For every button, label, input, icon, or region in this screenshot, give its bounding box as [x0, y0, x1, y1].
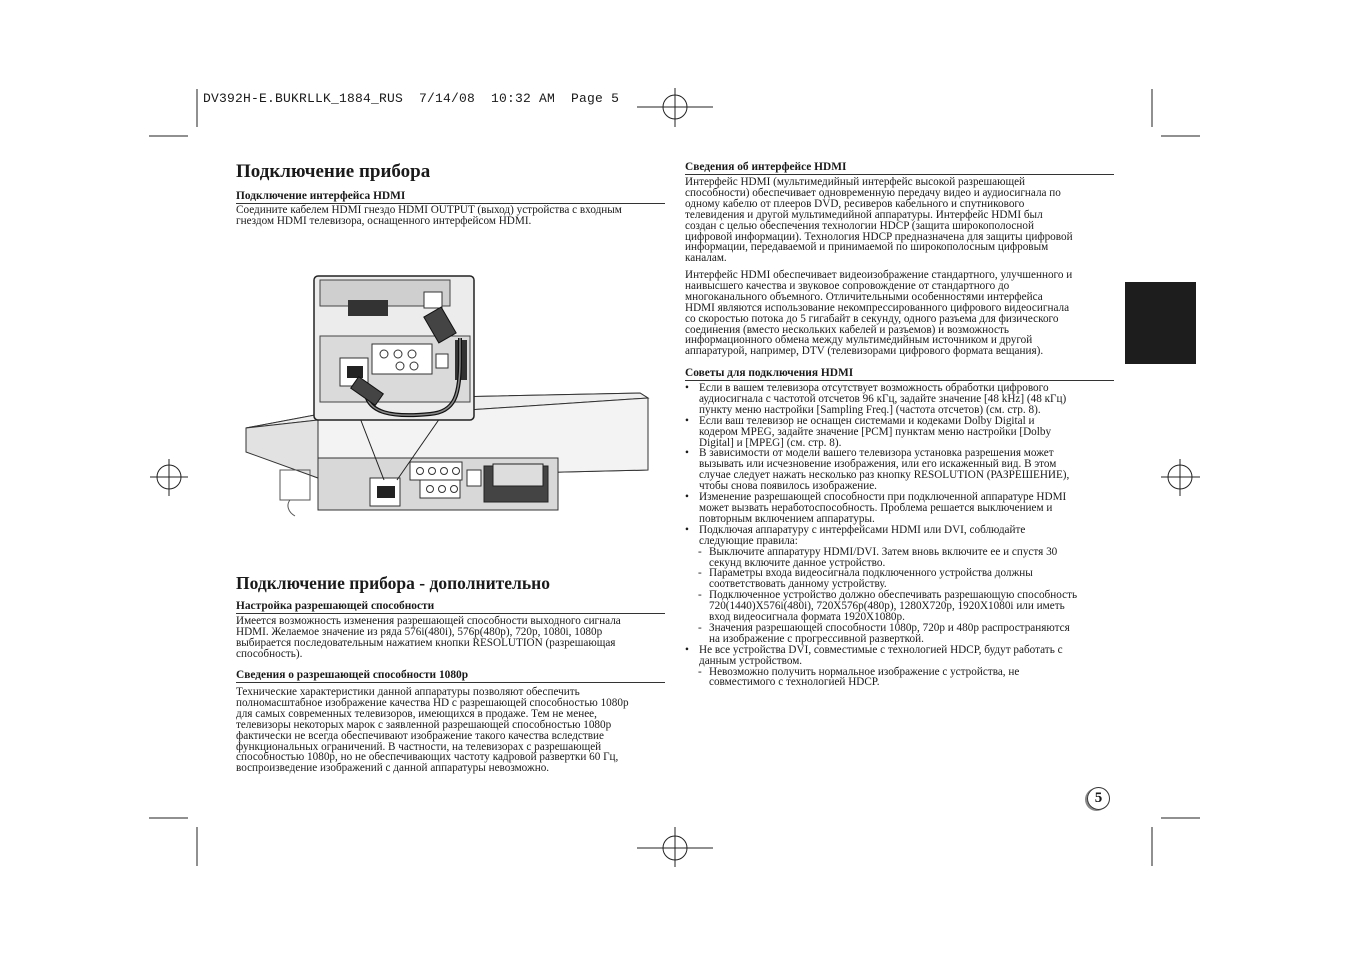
- text-line: • В зависимости от модели вашего телевизора установка разрешения может: [699, 447, 1054, 460]
- text-line: многоканального объемного. Отличительными особенностями интерфейса: [685, 290, 1043, 303]
- text-line: телевидения и другой мультимедийной аппаратуры. Интерфейс HDMI был: [685, 208, 1043, 221]
- text-line: - Подключенное устройство должно обеспечивать разрешающую способность: [709, 589, 1078, 602]
- hdmi-about-p1: [685, 177, 1073, 264]
- text-line: - Значения разрешающей способности 1080p, 720p и 480p распространяются: [709, 621, 1070, 634]
- text-line: данным устройством.: [699, 654, 803, 667]
- text-line: • Если в вашем телевизора отсутствует возможность обработки цифрового: [699, 382, 1049, 394]
- text-line: • Не все устройства DVI, совместимые с технологией HDCP, будут работать с: [699, 643, 1063, 656]
- print-slug: DV392H-E.BUKRLLK_1884_RUS 7/14/08 10:32 AM Page 5: [203, 91, 620, 106]
- text-line: HDMI. Желаемое значение из ряда 576i(480i), 576p(480p), 720p, 1080i, 1080p: [236, 625, 603, 638]
- text-line: Технические характеристики данной аппаратуры позволяют обеспечить: [236, 686, 580, 698]
- text-line: повторным включением аппаратуры.: [699, 512, 875, 525]
- text-line: телевизоры некоторых марок с заявленной разрешающей способностью 1080p: [236, 718, 612, 731]
- registration-mark-right: [1161, 459, 1200, 496]
- resolution-text: [236, 616, 621, 660]
- text-line: фактически не всегда обеспечивают изображение такого качества вследствие: [236, 729, 604, 742]
- text-line: чтобы снова появилось изображение.: [699, 480, 877, 493]
- hdmi-connection-text: [236, 205, 622, 227]
- text-line: соответствовать данному устройству.: [709, 578, 887, 591]
- text-line: вызывать или исчезновение изображения, или его искаженный вид. В этом: [699, 458, 1057, 471]
- hdmi-connection-heading: Подключение интерфейса HDMI: [236, 190, 665, 204]
- tip-subitem: [685, 568, 1125, 590]
- tip-item: [685, 448, 1125, 492]
- text-line: информации, передаваемой и принимаемой по широкополосным цифровым: [685, 241, 1049, 254]
- text-line: может вызвать неработоспособность. Проблема решается выключением и: [699, 501, 1053, 514]
- text-line: соединения (вместо нескольких кабелей и разъемов) и возможность: [685, 323, 1009, 336]
- text-line: аудиосигнала с частотой отсчетов 96 кГц, задайте значение [48 kHz] (48 кГц): [699, 392, 1067, 405]
- text-line: информационного обмена между мультимедийным источником и другой: [685, 334, 1033, 347]
- text-line: пункту меню настройки [Sampling Freq.] (частота отсчетов) (см. стр. 8).: [699, 403, 1041, 416]
- tip-subitem: [685, 623, 1125, 645]
- tip-item: [685, 525, 1125, 547]
- text-line: 720(1440)X576i(480i), 720X576p(480p), 1280X720p, 1920X1080i или иметь: [709, 600, 1065, 613]
- section-title-additional: Подключение прибора - дополнительно: [236, 573, 550, 593]
- tip-item: [685, 416, 1125, 449]
- hdmi-tips-heading: Советы для подключения HDMI: [685, 367, 1114, 381]
- text-line: - Выключите аппаратуру HDMI/DVI. Затем вновь включите ее и спустя 30: [709, 545, 1058, 558]
- registration-mark-bottom: [637, 827, 713, 867]
- text-line: • Если ваш телевизор не оснащен системами и кодеками Dolby Digital и: [699, 414, 1035, 427]
- text-line: воспроизведение изображений с данной аппаратуры невозможно.: [236, 762, 550, 775]
- text-line: HDMI являются использование некомпрессированного цифрового видеосигнала: [685, 301, 1070, 314]
- tip-item: [685, 645, 1125, 667]
- text-line: секунд включите данное устройство.: [709, 556, 886, 569]
- registration-mark-left: [150, 459, 188, 496]
- text-line: создан с целью обеспечения технологии HDCP (защита широкополосной: [685, 219, 1034, 232]
- page-number: 5: [1087, 787, 1110, 810]
- text-line: Digital] и [MPEG] (см. стр. 8).: [699, 436, 842, 449]
- resolution-heading: Настройка разрешающей способности: [236, 600, 665, 614]
- text-line: - Параметры входа видеосигнала подключенного устройства должны: [709, 567, 1033, 580]
- text-line: • Изменение разрешающей способности при подключенной аппаратуре HDMI: [699, 491, 1067, 504]
- text-line: каналам.: [685, 252, 727, 265]
- text-line: выбирается последовательным нажатием кнопки RESOLUTION (разрешающая: [236, 636, 616, 649]
- text-line: для самых современных телевизоров, имеющихся в продаже. Тем не менее,: [236, 707, 597, 720]
- text-line: способности) обеспечивает одновременную передачу видео и аудиосигнала по: [685, 186, 1061, 199]
- text-line: Интерфейс HDMI обеспечивает видеоизображение стандартного, улучшенного и: [685, 269, 1073, 281]
- tip-subitem: [685, 590, 1125, 623]
- text-line: кодером MPEG, задайте значение [PCM] пунктам меню настройки [Dolby: [699, 425, 1052, 438]
- hdmi-about-p2: [685, 270, 1072, 357]
- text-line: вход видеосигнала формата 1920X1080p.: [709, 611, 905, 624]
- text-line: Соедините кабелем HDMI гнездо HDMI OUTPUT (выход) устройства с входным: [236, 204, 622, 216]
- section-tab: [1125, 282, 1196, 364]
- text-line: способностью 1080p, но не обеспечивающих частоту кадровой развертки 60 Гц,: [236, 751, 619, 764]
- text-line: совместимого с технологией HDCP.: [709, 676, 880, 689]
- tip-subitem: [685, 547, 1125, 569]
- text-line: - Невозможно получить нормальное изображение с устройства, не: [709, 665, 1020, 678]
- text-line: со скоростью потока до 5 гигабайт в секунду, одного разъема для физического: [685, 312, 1059, 325]
- hdmi-about-heading: Сведения об интерфейсе HDMI: [685, 161, 1114, 175]
- text-line: гнездом HDMI телевизора, оснащенного интерфейсом HDMI.: [236, 214, 532, 227]
- text-line: на изображение с прогрессивной разверткой.: [709, 632, 924, 645]
- text-line: полномасштабное изображение качества HD с разрешающей способностью 1080p: [236, 696, 629, 709]
- tip-item: [685, 383, 1125, 416]
- text-line: Имеется возможность изменения разрешающей способности выходного сигнала: [236, 615, 621, 627]
- res1080-text: [236, 687, 629, 774]
- text-line: функциональных ограничений. В частности, на телевизорах с разрешающей: [236, 740, 602, 753]
- text-line: наивысшего качества и звуковое сопровождение от стандартного до: [685, 279, 1010, 292]
- text-line: Интерфейс HDMI (мультимедийный интерфейс высокой разрешающей: [685, 176, 1026, 188]
- text-line: способность).: [236, 647, 303, 660]
- text-line: аппаратурой, например, DTV (телевизорами цифрового формата вещания).: [685, 345, 1044, 358]
- hdmi-tips-list: [685, 383, 1125, 688]
- text-line: цифровой информации). Технология HDCP предназначена для защиты цифровой: [685, 230, 1073, 243]
- res1080-heading: Сведения о разрешающей способности 1080p: [236, 669, 665, 683]
- page-title: Подключение прибора: [236, 161, 431, 182]
- text-line: следующие правила:: [699, 534, 798, 547]
- tip-subitem: [685, 667, 1125, 689]
- hdmi-connection-illustration: [246, 276, 648, 516]
- registration-mark-top: [637, 88, 713, 127]
- text-line: одному кабелю от плееров DVD, ресиверов кабельного и спутникового: [685, 197, 1025, 210]
- tip-item: [685, 492, 1125, 525]
- text-line: случае следует нажать несколько раз кнопку RESOLUTION (РАЗРЕШЕНИЕ),: [699, 469, 1070, 482]
- text-line: • Подключая аппаратуру с интерфейсами HDMI или DVI, соблюдайте: [699, 523, 1026, 536]
